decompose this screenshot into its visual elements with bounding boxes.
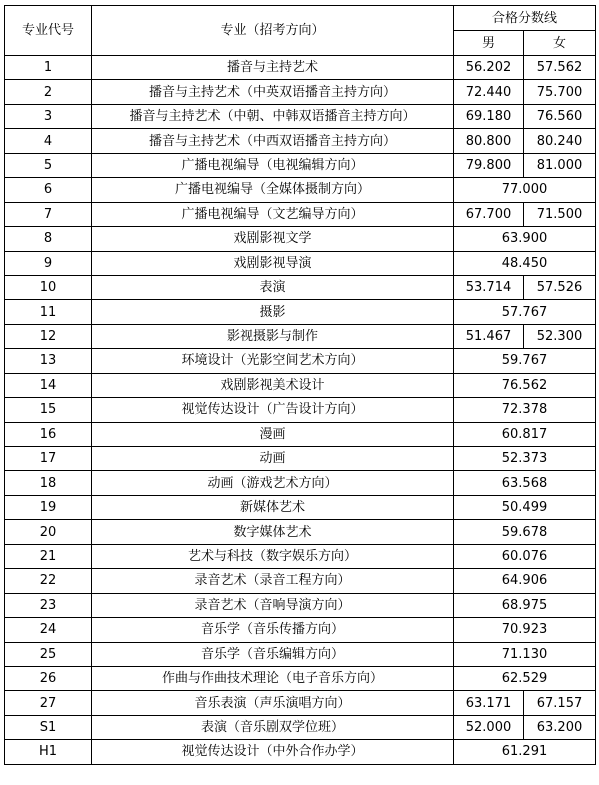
cell-code: 9: [5, 251, 92, 275]
table-row: [5, 422, 596, 446]
table-body: [5, 56, 596, 765]
cell-major: 音乐学（音乐编辑方向）: [92, 642, 454, 666]
table-row: [5, 398, 596, 422]
header-major: 专业（招考方向）: [92, 6, 454, 56]
cell-major: 广播电视编导（电视编辑方向）: [92, 153, 454, 177]
cell-score-combined: 48.450: [454, 251, 596, 275]
table-row: [5, 300, 596, 324]
table-row: [5, 471, 596, 495]
header-row-1: [5, 6, 596, 31]
header-male: 男: [454, 31, 524, 56]
table-row: [5, 202, 596, 226]
cell-code: 7: [5, 202, 92, 226]
cell-major: 广播电视编导（全媒体摄制方向）: [92, 178, 454, 202]
cell-score-combined: 50.499: [454, 495, 596, 519]
cell-score-female: 52.300: [524, 324, 596, 348]
table-row: [5, 666, 596, 690]
cell-score-female: 57.562: [524, 56, 596, 80]
cell-score-combined: 59.678: [454, 520, 596, 544]
cell-score-combined: 68.975: [454, 593, 596, 617]
cell-score-combined: 60.817: [454, 422, 596, 446]
cell-major: 动画（游戏艺术方向）: [92, 471, 454, 495]
table-row: [5, 544, 596, 568]
cell-major: 视觉传达设计（中外合作办学）: [92, 740, 454, 764]
cell-score-female: 67.157: [524, 691, 596, 715]
cell-score-female: 81.000: [524, 153, 596, 177]
table-row: [5, 373, 596, 397]
cell-major: 播音与主持艺术: [92, 56, 454, 80]
cell-code: 24: [5, 618, 92, 642]
cell-score-combined: 77.000: [454, 178, 596, 202]
cell-score-female: 75.700: [524, 80, 596, 104]
cell-major: 戏剧影视文学: [92, 227, 454, 251]
table-row: [5, 275, 596, 299]
table-row: [5, 593, 596, 617]
cell-code: 8: [5, 227, 92, 251]
cell-score-female: 80.240: [524, 129, 596, 153]
cell-code: 16: [5, 422, 92, 446]
cell-score-male: 69.180: [454, 104, 524, 128]
cell-major: 音乐表演（声乐演唱方向）: [92, 691, 454, 715]
cell-score-male: 56.202: [454, 56, 524, 80]
cell-code: 21: [5, 544, 92, 568]
cell-code: 26: [5, 666, 92, 690]
cell-code: 20: [5, 520, 92, 544]
cell-major: 音乐学（音乐传播方向）: [92, 618, 454, 642]
cell-score-combined: 76.562: [454, 373, 596, 397]
cell-score-combined: 61.291: [454, 740, 596, 764]
cell-score-combined: 60.076: [454, 544, 596, 568]
cell-code: 10: [5, 275, 92, 299]
cell-score-male: 80.800: [454, 129, 524, 153]
cell-major: 戏剧影视美术设计: [92, 373, 454, 397]
cell-major: 漫画: [92, 422, 454, 446]
cell-code: 2: [5, 80, 92, 104]
cell-code: 13: [5, 349, 92, 373]
cell-code: 27: [5, 691, 92, 715]
cell-major: 录音艺术（录音工程方向）: [92, 569, 454, 593]
cell-score-male: 53.714: [454, 275, 524, 299]
cell-score-female: 57.526: [524, 275, 596, 299]
cell-score-combined: 59.767: [454, 349, 596, 373]
cell-code: 5: [5, 153, 92, 177]
table-row: [5, 349, 596, 373]
cell-major: 视觉传达设计（广告设计方向）: [92, 398, 454, 422]
cell-major: 作曲与作曲技术理论（电子音乐方向）: [92, 666, 454, 690]
cell-code: 6: [5, 178, 92, 202]
header-score-line: 合格分数线: [454, 6, 596, 31]
cell-score-male: 51.467: [454, 324, 524, 348]
cell-score-female: 76.560: [524, 104, 596, 128]
cell-major: 播音与主持艺术（中朝、中韩双语播音主持方向）: [92, 104, 454, 128]
cell-score-combined: 57.767: [454, 300, 596, 324]
header-female: 女: [524, 31, 596, 56]
table-row: [5, 178, 596, 202]
score-table: [4, 5, 596, 765]
cell-score-male: 72.440: [454, 80, 524, 104]
table-row: [5, 251, 596, 275]
cell-code: 23: [5, 593, 92, 617]
cell-major: 摄影: [92, 300, 454, 324]
cell-major: 戏剧影视导演: [92, 251, 454, 275]
cell-major: 表演: [92, 275, 454, 299]
cell-major: 数字媒体艺术: [92, 520, 454, 544]
cell-major: 表演（音乐剧双学位班）: [92, 715, 454, 739]
cell-score-male: 52.000: [454, 715, 524, 739]
cell-score-combined: 63.568: [454, 471, 596, 495]
cell-code: 18: [5, 471, 92, 495]
cell-major: 录音艺术（音响导演方向）: [92, 593, 454, 617]
header-code: 专业代号: [5, 6, 92, 56]
table-row: [5, 715, 596, 739]
table-row: [5, 104, 596, 128]
table-row: [5, 324, 596, 348]
cell-score-male: 63.171: [454, 691, 524, 715]
cell-major: 播音与主持艺术（中西双语播音主持方向）: [92, 129, 454, 153]
table-row: [5, 520, 596, 544]
cell-score-combined: 52.373: [454, 447, 596, 471]
cell-score-combined: 70.923: [454, 618, 596, 642]
cell-major: 影视摄影与制作: [92, 324, 454, 348]
cell-major: 环境设计（光影空间艺术方向）: [92, 349, 454, 373]
cell-score-combined: 63.900: [454, 227, 596, 251]
cell-code: 1: [5, 56, 92, 80]
table-row: [5, 495, 596, 519]
table-row: [5, 56, 596, 80]
table-row: [5, 447, 596, 471]
table-row: [5, 740, 596, 764]
table-row: [5, 691, 596, 715]
cell-major: 动画: [92, 447, 454, 471]
cell-code: 15: [5, 398, 92, 422]
cell-score-combined: 64.906: [454, 569, 596, 593]
table-row: [5, 569, 596, 593]
cell-score-female: 63.200: [524, 715, 596, 739]
cell-score-combined: 72.378: [454, 398, 596, 422]
cell-major: 广播电视编导（文艺编导方向）: [92, 202, 454, 226]
cell-score-female: 71.500: [524, 202, 596, 226]
cell-score-combined: 71.130: [454, 642, 596, 666]
cell-major: 艺术与科技（数字娱乐方向）: [92, 544, 454, 568]
cell-score-male: 79.800: [454, 153, 524, 177]
cell-code: 3: [5, 104, 92, 128]
cell-code: 22: [5, 569, 92, 593]
table-row: [5, 227, 596, 251]
table-row: [5, 642, 596, 666]
cell-code: 12: [5, 324, 92, 348]
cell-code: H1: [5, 740, 92, 764]
cell-code: 14: [5, 373, 92, 397]
cell-major: 播音与主持艺术（中英双语播音主持方向）: [92, 80, 454, 104]
table-row: [5, 129, 596, 153]
cell-code: 25: [5, 642, 92, 666]
table-row: [5, 80, 596, 104]
cell-major: 新媒体艺术: [92, 495, 454, 519]
cell-code: 17: [5, 447, 92, 471]
cell-code: S1: [5, 715, 92, 739]
table-row: [5, 618, 596, 642]
cell-code: 11: [5, 300, 92, 324]
cell-code: 19: [5, 495, 92, 519]
table-row: [5, 153, 596, 177]
cell-code: 4: [5, 129, 92, 153]
cell-score-combined: 62.529: [454, 666, 596, 690]
table-header: [5, 6, 596, 56]
cell-score-male: 67.700: [454, 202, 524, 226]
